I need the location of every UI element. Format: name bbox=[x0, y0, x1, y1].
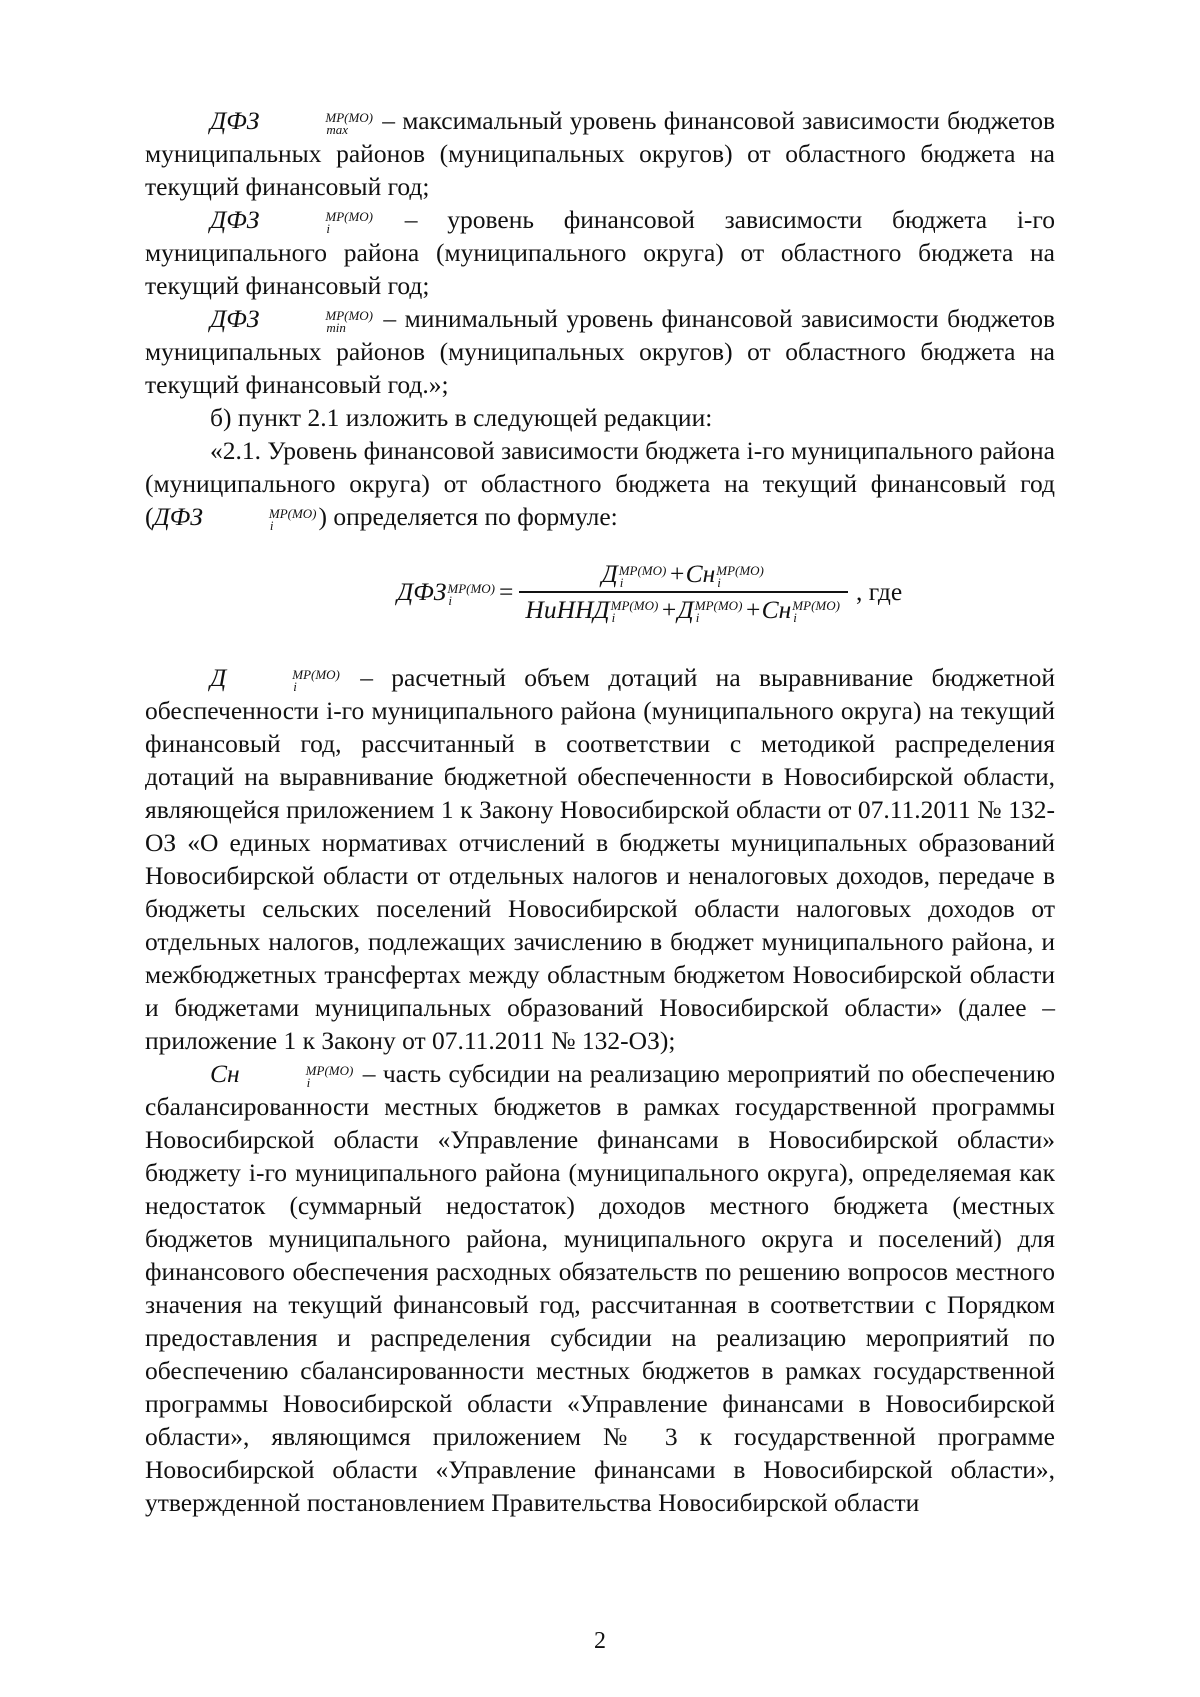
paragraph-point-b: б) пункт 2.1 изложить в следующей редакции: bbox=[210, 403, 713, 432]
symbol-dfz-max: ДФЗ МР(МО) max bbox=[210, 106, 374, 137]
definition-d-i bbox=[145, 661, 1055, 1057]
definition-sn-i bbox=[145, 1057, 1055, 1519]
symbol-dfz-min: ДФЗ МР(МО) min bbox=[210, 304, 374, 335]
formula bbox=[397, 557, 902, 627]
symbol-d-i: Д МР(МО) i bbox=[210, 663, 340, 694]
formula-fraction bbox=[519, 557, 848, 627]
formula-numerator: Д МР(МО) i +Сн МР(МО) i bbox=[601, 559, 764, 590]
definition-dfz-min bbox=[145, 302, 1055, 401]
definition-dfz-i bbox=[145, 203, 1055, 302]
formula-denominator: НиННД МР(МО) i +Д МР(МО) i +Сн МР(МО) i bbox=[525, 594, 840, 626]
document-page bbox=[145, 104, 1055, 1519]
formula-equals: = bbox=[499, 577, 514, 607]
symbol-dfz-i: ДФЗ МР(МО) i bbox=[210, 205, 374, 236]
page-number: 2 bbox=[594, 1628, 606, 1654]
formula-lhs: ДФЗ МР(МО) i bbox=[397, 577, 496, 609]
definition-text: – максимальный уровень финансовой зависимости бюджетов муниципальных районов (муниципальных округов) от областного бюджета на текущий финансовый год; bbox=[145, 106, 1055, 201]
paragraph-point-2-1: «2.1. Уровень финансовой зависимости бюджета i-го муниципального района (муниципального округа) от областного бюджета на текущий финансовый год (ДФЗ МР(МО) i ) определяется по формуле: bbox=[145, 436, 1055, 533]
formula-block bbox=[145, 539, 1055, 657]
formula-where: , где bbox=[855, 577, 903, 607]
definition-text: – расчетный объем дотаций на выравнивание бюджетной обеспеченности i-го муниципального района (муниципального округа) на текущий финансовый год, рассчитанный в соответствии с методикой распределения дотаций на выравнивание бюджетной обеспеченности в Новосибирской области, являющейся приложением 1 к Закону Новосибирской области от 07.11.2011 № 132-ОЗ «О единых нормативах отчислений в бюджеты муниципальных образований Новосибирской области от отдельных налогов и неналоговых доходов, передаче в бюджеты сельских поселений Новосибирской области налоговых доходов от отдельных налогов, подлежащих зачислению в бюджет муниципального района, и межбюджетных трансфертах между областным бюджетом Новосибирской области и бюджетами муниципальных образований Новосибирской области» (далее – приложение 1 к Закону от 07.11.2011 № 132-ОЗ); bbox=[145, 663, 1055, 1055]
definition-text: – часть субсидии на реализацию мероприятий по обеспечению сбалансированности местных бюджетов в рамках государственной программы Новосибирской области «Управление финансами в Новосибирской области» бюджету i-го муниципального района (муниципального округа), определяемая как недостаток (суммарный недостаток) доходов местного бюджета (местных бюджетов муниципального района, муниципального округа и поселений) для финансового обеспечения расходных обязательств по решению вопросов местного значения на текущий финансовый год, рассчитанная в соответствии с Порядком предоставления и распределения субсидии на реализацию мероприятий по обеспечению сбалансированности местных бюджетов в рамках государственной программы Новосибирской области «Управление финансами в Новосибирской области», являющимся приложением № 3 к государственной программе Новосибирской области «Управление финансами в Новосибирской области», утвержденной постановлением Правительства Новосибирской области bbox=[145, 1059, 1055, 1517]
symbol-dfz-i-inline: ДФЗ МР(МО) i bbox=[153, 502, 317, 533]
definition-text: – уровень финансовой зависимости бюджета i-го муниципального района (муниципального округа) от областного бюджета на текущий финансовый год; bbox=[145, 205, 1055, 300]
definition-dfz-max bbox=[145, 104, 1055, 203]
symbol-sn-i: Сн МР(МО) i bbox=[210, 1059, 354, 1090]
definition-text: – минимальный уровень финансовой зависимости бюджетов муниципальных районов (муниципальных округов) от областного бюджета на текущий финансовый год.»; bbox=[145, 304, 1055, 399]
